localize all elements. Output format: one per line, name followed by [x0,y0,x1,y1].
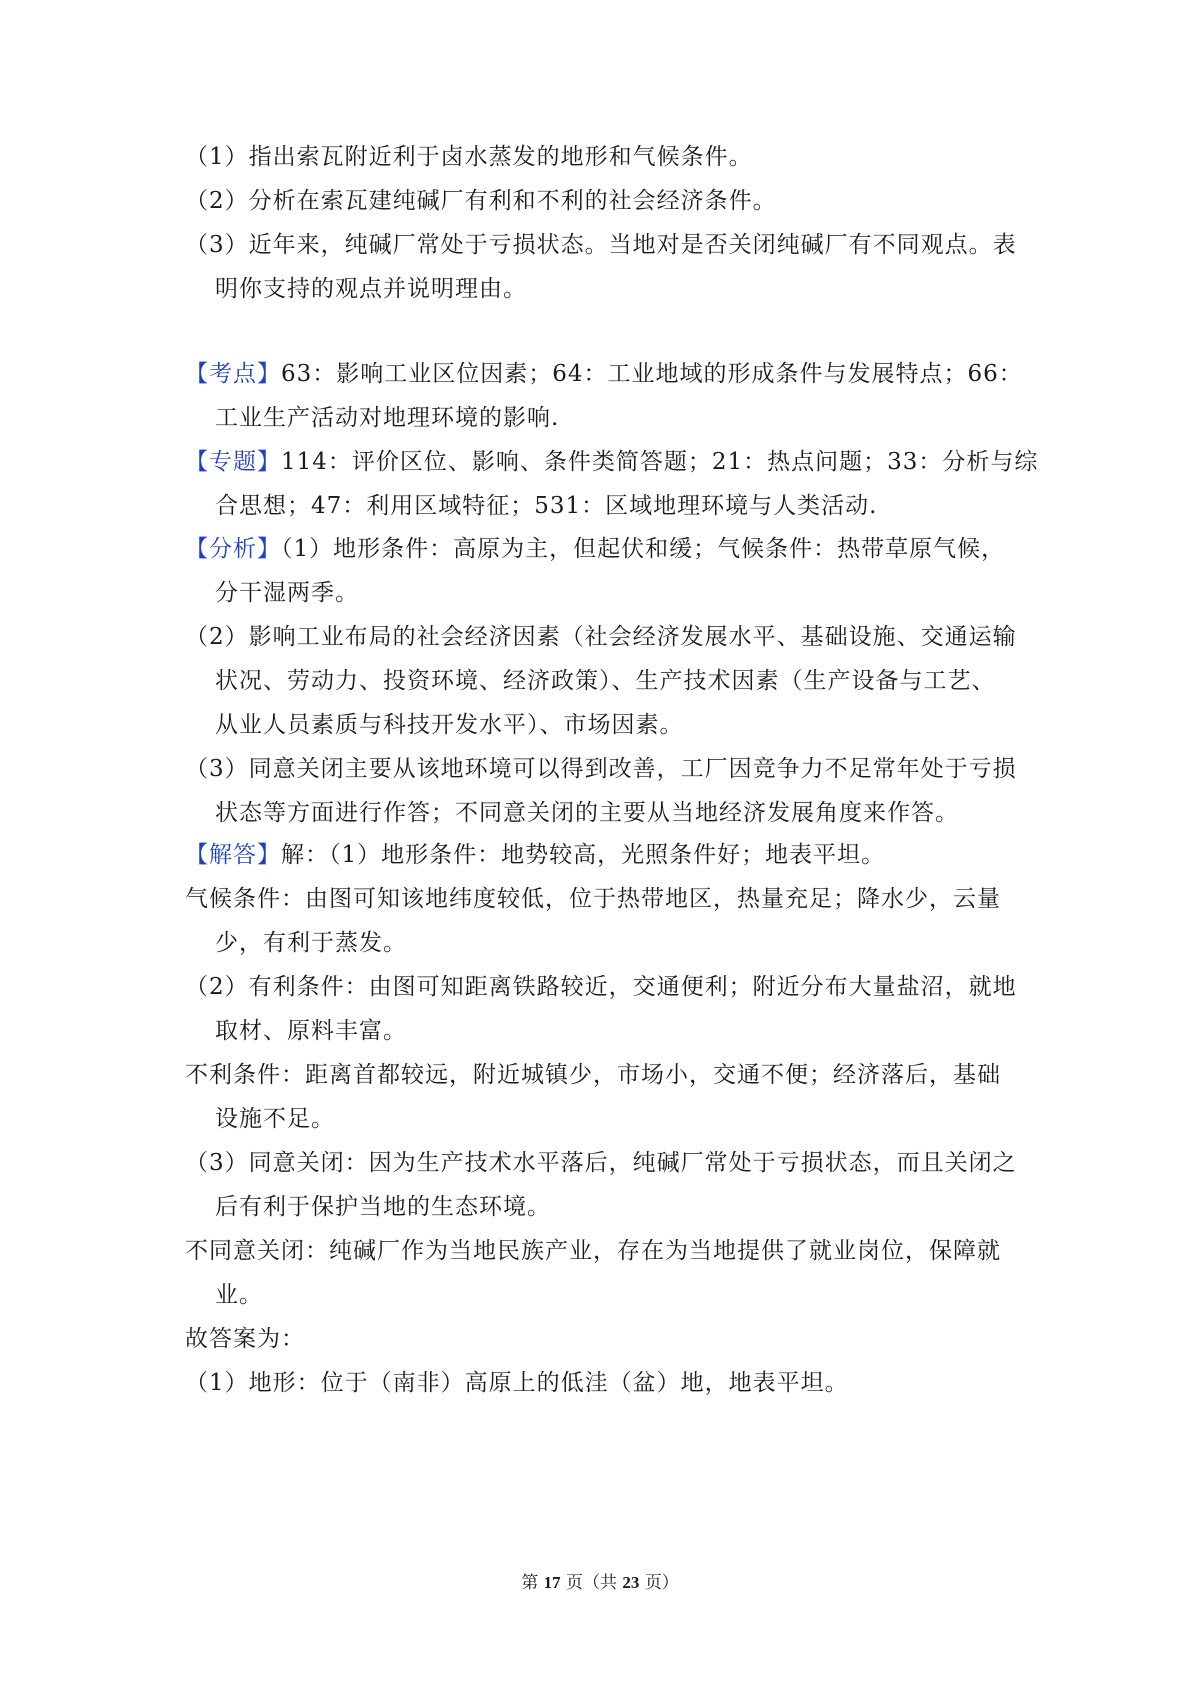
fenxi-tag: 【分析】 [185,536,281,562]
fenxi-text: （1）地形条件：高原为主，但起伏和缓；气候条件：热带草原气候， [281,536,1006,562]
zhuanti-text: 114：评价区位、影响、条件类简答题；21：热点问题；33：分析与综 [281,449,1039,475]
page-total: 23 [622,1573,640,1592]
question-2: （2）分析在索瓦建纯碱厂有利和不利的社会经济条件。 [185,188,777,214]
page-footer: 第 17 页（共 23 页） [521,1573,679,1593]
zhuanti-tag: 【专题】 [185,449,281,475]
page-number: 17 [543,1573,561,1592]
zhuanti-section [185,440,1039,528]
kaodian-tag: 【考点】 [185,361,281,387]
question-3: （3）近年来，纯碱厂常处于亏损状态。当地对是否关闭纯碱厂有不同观点。表 明你支持的观点并说明理由。 [185,232,1017,302]
kaodian-section [185,352,1025,440]
question-1: （1）指出索瓦附近利于卤水蒸发的地形和气候条件。 [185,144,753,170]
jieda-text: 解：（1）地形条件：地势较高，光照条件好；地表平坦。 [281,842,886,868]
zhuanti-text-2: 合思想；47：利用区域特征；531：区域地理环境与人类活动. [215,493,878,519]
jieda-tag: 【解答】 [185,842,281,868]
kaodian-text: 63：影响工业区位因素；64：工业地域的形成条件与发展特点；66： [281,361,1023,387]
kaodian-text-2: 工业生产活动对地理环境的影响. [215,405,560,431]
jieda-section: 【解答】解：（1）地形条件：地势较高，光照条件好；地表平坦。 气候条件：由图可知该地纬度较低，位于热带地区，热量充足；降水少，云量 少，有利于蒸发。 （2）有利条件：由图可知距离铁路较近，交通便利；附近分布大量盐沼，就地 取材、原料丰富。 不利条件：距离首都较远，附近城镇少，市场小，交通不便；经济落后，基础 设施不足。 （3）同意关闭：因为生产技术水平落后，纯碱厂常处于亏损状态，而且关闭之 后有利于保护当地的生态环境。 不同意关闭：纯碱厂作为当地民族产业，存在为当地提供了就业岗位，保障就 业。 故答案为： （1）地形：位于（南非）高原上的低洼（盆）地，地表平坦。 [185,842,1017,1396]
fenxi-section: 【分析】（1）地形条件：高原为主，但起伏和缓；气候条件：热带草原气候， 分干湿两季。 （2）影响工业布局的社会经济因素（社会经济发展水平、基础设施、交通运输 状况、劳动力、投资环境、经济政策）、生产技术因素（生产设备与工艺、 从业人员素质与科技开发水平）、市场因素。 （3）同意关闭主要从该地环境可以得到改善，工厂因竞争力不足常年处于亏损 状态等方面进行作答；不同意关闭的主要从当地经济发展角度来作答。 [185,536,1017,826]
